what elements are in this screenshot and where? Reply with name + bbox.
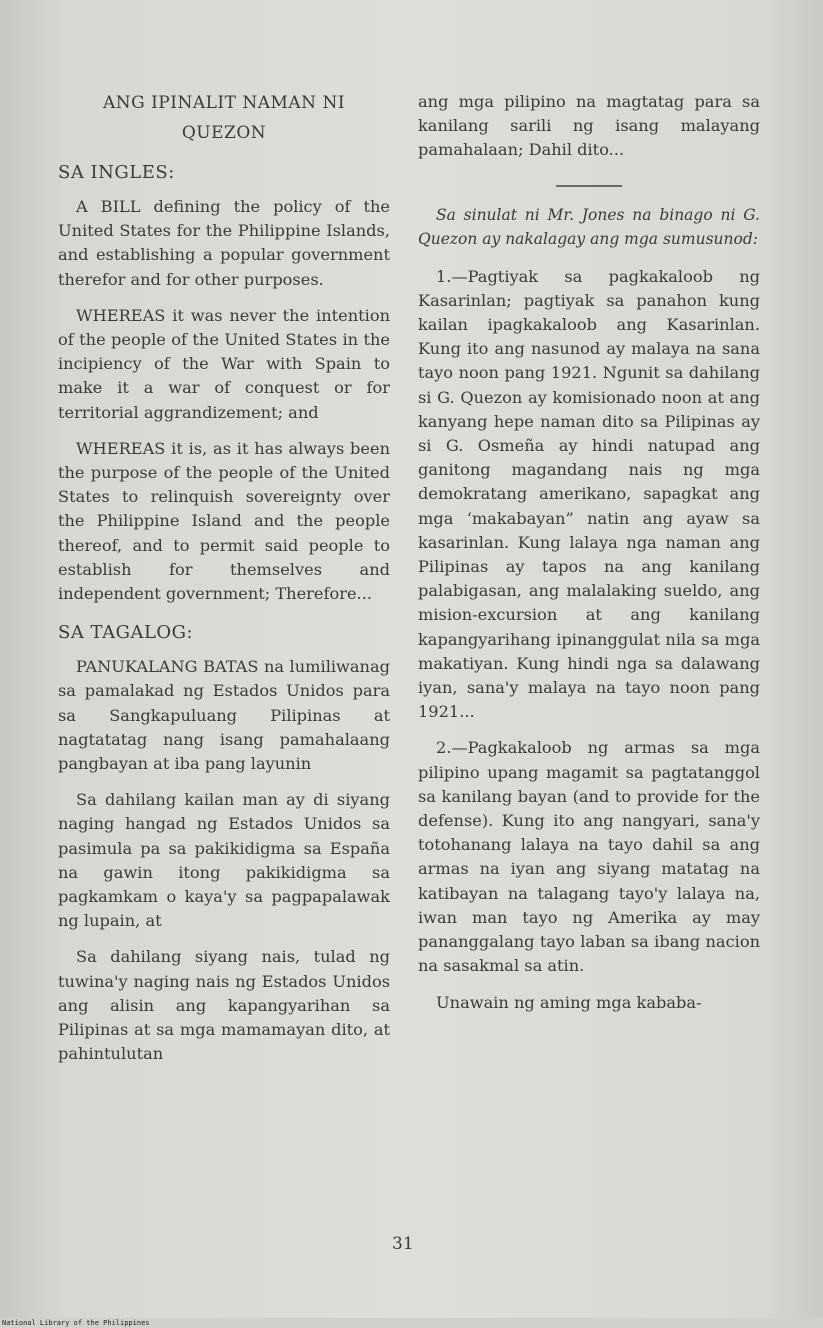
- article-title-line1: ANG IPINALIT NAMAN NI: [102, 93, 346, 113]
- heading-sa-tagalog: SA TAGALOG:: [58, 622, 194, 644]
- unawain-paragraph: Unawain ng aming mga kababa-: [436, 992, 702, 1012]
- panukala-paragraph: PANUKALANG BATAS na lumiliwanag sa pamalakad ng Estados Unidos para sa Sangkapuluang Pilipinas at nagtatatag nang isang pamahalaang pangbayan at iba pang layunin: [58, 657, 390, 774]
- left-column: [58, 0, 390, 1067]
- item-1-paragraph: 1.—Pagtiyak sa pagkakaloob ng Kasarinlan; pagtiyak sa panahon kung kailan ipagkakaloob ang Kasarinlan. Kung ito ang nasunod ay malaya na sana tayo noon pang 1921. Ngunit sa dahilang si G. Quezon ay komisionado noon at ang kanyang hepe naman dito sa Pilipinas ay si G. Osmeña ay hindi natupad ang ganitong magandang nais ng mga demokratang amerikano, sapagkat ang mga ‘makabayan” natin ang ayaw sa kasarinlan. Kung lalaya nga naman ang Pilipinas ay tapos na ang kanilang palabigasan, ang malalaking sueldo, ang mision-excursion at ang kanilang kapangyarihang ipinanggulat nila sa mga makatiyan. Kung hindi nga sa dalawang iyan, sana'y malaya na tayo noon pang 1921...: [418, 266, 760, 722]
- item-2-paragraph: 2.—Pagkakaloob ng armas sa mga pilipino upang magamit sa pagtatanggol sa kanilang bayan (and to provide for the defense). Kung ito ang nangyari, sana'y totohanang lalaya na tayo dahil sa ang armas na iyan ang siyang matatag na katibayan na talagang tayo'y lalaya na, iwan man tayo ng Amerika ay may pananggalang tayo laban sa ibang nacion na sasakmal sa atin.: [418, 738, 760, 976]
- article-title-line2: QUEZON: [181, 123, 267, 143]
- bill-paragraph: A BILL defining the policy of the United States for the Philippine Islands, and establishing a popular government therefor and for other purposes.: [58, 197, 390, 289]
- continuation-paragraph: ang mga pilipino na magtatag para sa kanilang sarili ng isang malayang pamahalaan; Dahil dito...: [418, 92, 760, 160]
- whereas-paragraph-1: WHEREAS it was never the intention of the people of the United States in the incipiency of the War with Spain to make it a war of conquest or for territorial aggrandizement; and: [58, 305, 390, 422]
- sa-dahilang-paragraph-1: Sa dahilang kailan man ay di siyang naging hangad ng Estados Unidos sa pasimula pa sa pakikidigma sa España na gawin itong pakikidigma sa pagkamkam o kaya'y sa pagpapalawak ng lupain, at: [58, 790, 390, 931]
- italic-intro: Sa sinulat ni Mr. Jones na binago ni G. Quezon ay nakalagay ang mga sumusunod:: [418, 205, 760, 248]
- whereas-paragraph-2: WHEREAS it is, as it has always been the purpose of the people of the United States to relinquish sovereignty over the Philippine Island and the people thereof, and to permit said people to establish for themselves and independent government; Therefore...: [58, 438, 390, 604]
- sa-dahilang-paragraph-2: Sa dahilang siyang nais, tulad ng tuwina'y naging nais ng Estados Unidos ang alisin ang kapangyarihan sa Pilipinas at sa mga mamamayan dito, at pahintulutan: [58, 947, 390, 1064]
- heading-sa-ingles: SA INGLES:: [58, 162, 175, 183]
- right-column: [418, 0, 760, 1015]
- footer-credit: National Library of the Philippines: [2, 1319, 150, 1327]
- page-number: 31: [392, 1234, 414, 1254]
